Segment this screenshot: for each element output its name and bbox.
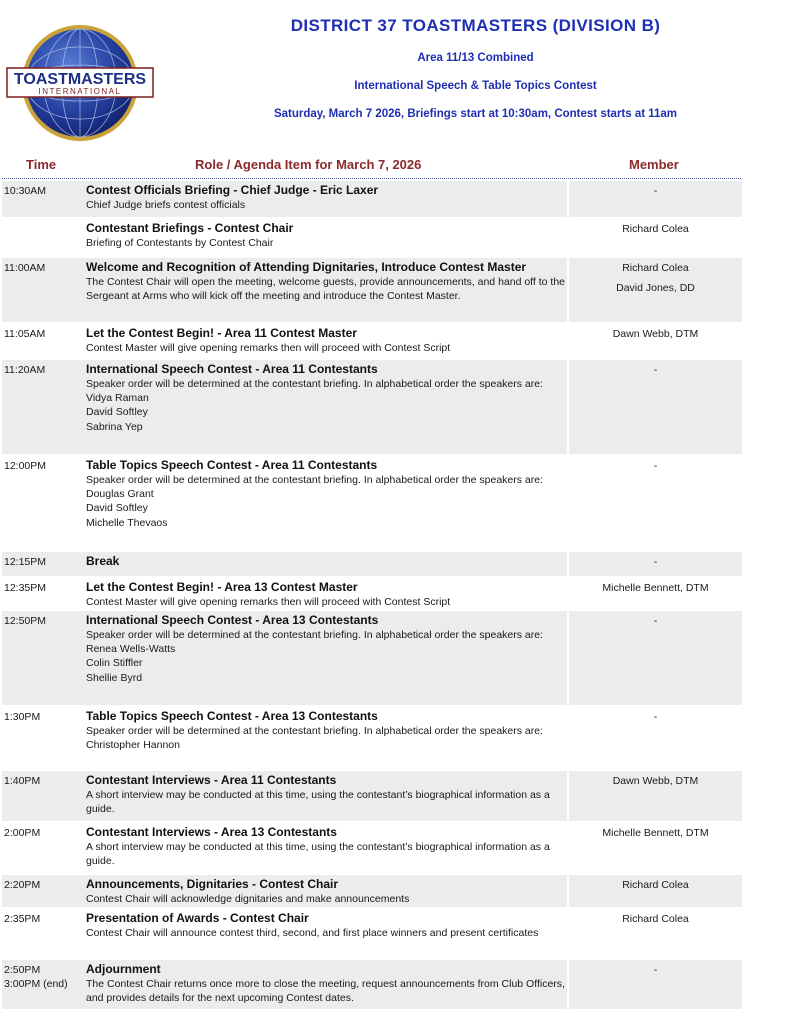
- agenda-description: The Contest Chair returns once more to close the meeting, request announcements from Club Officers, and provides details for the next upcoming Contest dates.: [86, 978, 565, 1005]
- agenda-role: [82, 181, 569, 217]
- agenda-description: Contest Chair will announce contest third, second, and first place winners and present certificates: [86, 927, 539, 939]
- agenda-title: Table Topics Speech Contest - Area 13 Contestants: [86, 709, 378, 723]
- agenda-row: [2, 960, 742, 1011]
- contestant-name: David Softley: [86, 406, 148, 419]
- member-name: Richard Colea: [622, 262, 689, 274]
- member-name: Michelle Bennett, DTM: [602, 582, 709, 594]
- agenda-row: [2, 771, 742, 823]
- agenda-member: [569, 707, 742, 769]
- agenda-time: 2:35PM: [4, 913, 41, 925]
- agenda-role: [82, 771, 569, 821]
- agenda-time: 2:50PM 3:00PM (end): [4, 964, 68, 990]
- agenda-title: Contestant Interviews - Area 13 Contestants: [86, 825, 337, 839]
- member-name: Dawn Webb, DTM: [612, 775, 699, 787]
- contestant-name: Colin Stiffler: [86, 657, 143, 670]
- agenda-table: [2, 181, 742, 1011]
- member-name: David Jones, DD: [616, 282, 695, 294]
- agenda-member: [569, 219, 742, 256]
- agenda-member: [569, 456, 742, 550]
- toastmasters-logo: [6, 24, 154, 142]
- agenda-member: [569, 823, 742, 873]
- agenda-title: Contestant Briefings - Contest Chair: [86, 221, 294, 235]
- agenda-title: Contest Officials Briefing - Chief Judge - Eric Laxer: [86, 183, 379, 197]
- agenda-description: Contest Master will give opening remarks then will proceed with Contest Script: [86, 342, 451, 354]
- date-line: Saturday, March 7 2026, Briefings start at 10:30am, Contest starts at 11am: [273, 108, 678, 120]
- contestant-name: Christopher Hannon: [86, 739, 180, 752]
- member-name: -: [653, 556, 658, 568]
- column-header-role: Role / Agenda Item for March 7, 2026: [195, 157, 422, 172]
- agenda-member: [569, 258, 742, 322]
- agenda-row: [2, 707, 742, 771]
- agenda-description: Speaker order will be determined at the contestant briefing. In alphabetical order the speakers are:: [86, 378, 544, 390]
- agenda-time: [2, 219, 82, 256]
- agenda-member: [569, 181, 742, 217]
- agenda-time: 12:15PM: [4, 556, 47, 568]
- agenda-row: [2, 258, 742, 324]
- agenda-role: [82, 909, 569, 958]
- agenda-time: 2:00PM: [4, 827, 41, 839]
- agenda-description: Contest Master will give opening remarks then will proceed with Contest Script: [86, 596, 451, 608]
- agenda-time: 10:30AM: [4, 185, 47, 197]
- agenda-member: [569, 960, 742, 1009]
- agenda-role: [82, 875, 569, 907]
- agenda-row: [2, 909, 742, 960]
- contest-subtitle: International Speech & Table Topics Contest: [354, 80, 597, 92]
- agenda-member: [569, 611, 742, 705]
- member-name: -: [653, 711, 658, 723]
- agenda-title: Adjournment: [86, 962, 161, 976]
- agenda-title: Contestant Interviews - Area 11 Contestants: [86, 773, 337, 787]
- agenda-role: [82, 456, 569, 550]
- agenda-role: [82, 823, 569, 873]
- agenda-title: International Speech Contest - Area 11 Contestants: [86, 362, 378, 376]
- agenda-member: [569, 909, 742, 958]
- member-name: -: [653, 364, 658, 376]
- header-divider: [2, 178, 741, 179]
- agenda-description: A short interview may be conducted at this time, using the contestant’s biographical information as a guide.: [86, 789, 550, 816]
- agenda-description: Speaker order will be determined at the contestant briefing. In alphabetical order the speakers are:: [86, 629, 544, 641]
- agenda-title: International Speech Contest - Area 13 Contestants: [86, 613, 379, 627]
- column-header-member: Member: [629, 157, 679, 172]
- agenda-time: 11:00AM: [4, 262, 46, 274]
- agenda-row: [2, 181, 742, 219]
- agenda-role: [82, 578, 569, 609]
- agenda-description: Contest Chair will acknowledge dignitaries and make announcements: [86, 893, 410, 905]
- agenda-role: [82, 258, 569, 322]
- agenda-title: Table Topics Speech Contest - Area 11 Contestants: [86, 458, 378, 472]
- logo-bottom-text: INTERNATIONAL: [38, 87, 122, 96]
- contestant-name: Sabrina Yep: [86, 420, 143, 433]
- agenda-time: 12:00PM: [4, 460, 47, 472]
- agenda-time: 11:05AM: [4, 328, 46, 340]
- contestant-name: Michelle Thevaos: [86, 516, 168, 529]
- agenda-title: Welcome and Recognition of Attending Dignitaries, Introduce Contest Master: [86, 260, 527, 274]
- agenda-title: Break: [86, 554, 120, 568]
- agenda-row: [2, 219, 742, 258]
- agenda-row: [2, 324, 742, 360]
- agenda-role: [82, 707, 569, 769]
- agenda-description: Briefing of Contestants by Contest Chair: [86, 237, 274, 249]
- agenda-member: [569, 324, 742, 358]
- agenda-row: [2, 552, 742, 578]
- contestant-name: David Softley: [86, 502, 148, 515]
- member-name: -: [653, 615, 658, 627]
- agenda-time: 11:20AM: [4, 364, 46, 376]
- agenda-description: Speaker order will be determined at the contestant briefing. In alphabetical order the speakers are:: [86, 725, 544, 737]
- agenda-description: Chief Judge briefs contest officials: [86, 199, 246, 211]
- agenda-role: [82, 960, 569, 1009]
- agenda-role: [82, 324, 569, 358]
- contestant-name: Renea Wells-Watts: [86, 643, 176, 656]
- contestant-name: Shellie Byrd: [86, 671, 143, 684]
- agenda-row: [2, 823, 742, 875]
- member-name: Richard Colea: [622, 879, 689, 891]
- member-name: -: [653, 964, 658, 976]
- member-name: Richard Colea: [622, 913, 689, 925]
- agenda-title: Let the Contest Begin! - Area 11 Contest Master: [86, 326, 357, 340]
- agenda-description: Speaker order will be determined at the contestant briefing. In alphabetical order the speakers are:: [86, 474, 544, 486]
- agenda-member: [569, 552, 742, 576]
- area-subtitle: Area 11/13 Combined: [417, 52, 534, 64]
- agenda-time: 1:40PM: [4, 775, 41, 787]
- agenda-description: A short interview may be conducted at this time, using the contestant’s biographical information as a guide.: [86, 841, 550, 868]
- agenda-role: [82, 552, 569, 576]
- member-name: Richard Colea: [622, 223, 689, 235]
- column-header-time: Time: [26, 157, 57, 172]
- agenda-member: [569, 360, 742, 454]
- member-name: -: [653, 460, 658, 472]
- agenda-title: Presentation of Awards - Contest Chair: [86, 911, 309, 925]
- member-name: Dawn Webb, DTM: [612, 328, 699, 340]
- agenda-title: Announcements, Dignitaries - Contest Chair: [86, 877, 339, 891]
- agenda-title: Let the Contest Begin! - Area 13 Contest Master: [86, 580, 358, 594]
- agenda-description: The Contest Chair will open the meeting, welcome guests, provide announcements, and hand off to the Sergeant at Arms who will kick off the meeting and introduce the Contest Master.: [86, 276, 566, 303]
- page-title: DISTRICT 37 TOASTMASTERS (DIVISION B): [290, 16, 661, 35]
- logo-top-text: TOASTMASTERS: [13, 71, 147, 88]
- agenda-row: [2, 360, 742, 456]
- agenda-row: [2, 611, 742, 707]
- agenda-role: [82, 611, 569, 705]
- contestant-name: Douglas Grant: [86, 488, 154, 501]
- agenda-role: [82, 219, 569, 256]
- member-name: Michelle Bennett, DTM: [602, 827, 709, 839]
- agenda-time: 2:20PM: [4, 879, 41, 891]
- agenda-row: [2, 578, 742, 611]
- agenda-time: 12:35PM: [4, 582, 47, 594]
- contestant-name: Vidya Raman: [86, 392, 149, 405]
- agenda-member: [569, 771, 742, 821]
- agenda-member: [569, 578, 742, 609]
- agenda-row: [2, 875, 742, 909]
- agenda-time: 12:50PM: [4, 615, 47, 627]
- agenda-member: [569, 875, 742, 907]
- agenda-role: [82, 360, 569, 454]
- agenda-row: [2, 456, 742, 552]
- member-name: -: [653, 185, 658, 197]
- agenda-time: 1:30PM: [4, 711, 41, 723]
